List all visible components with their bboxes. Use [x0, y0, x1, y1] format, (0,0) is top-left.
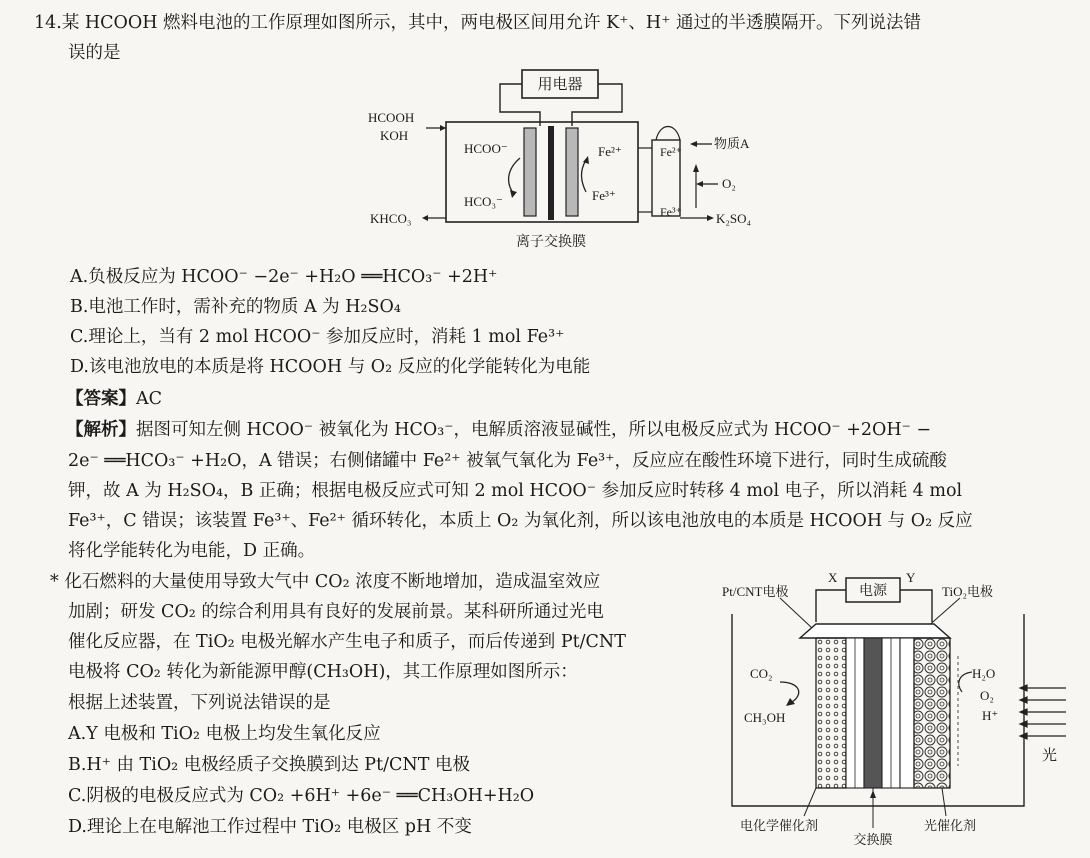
ion-membrane — [548, 126, 554, 220]
q14-option-a: A.负极反应为 HCOO⁻ −2e⁻ +H₂O ══HCO₃⁻ +2H⁺ — [70, 267, 498, 287]
answer-label: 【答案】 — [66, 389, 136, 409]
analysis-label: 【解析】 — [66, 420, 136, 440]
right-o2: O₂ — [980, 688, 994, 703]
q15-option-a: A.Y 电极和 TiO₂ 电极上均发生氧化反应 — [68, 724, 381, 744]
echem-catalyst-label: 电化学催化剂 — [740, 818, 819, 833]
label-y: Y — [906, 570, 916, 585]
left-co2: CO₂ — [750, 666, 773, 681]
q15-stem-line4: 电极将 CO₂ 转化为新能源甲醇(CH₃OH)，其工作原理如图所示： — [68, 662, 578, 682]
device-label: 用电器 — [537, 77, 583, 93]
q14-analysis-line4: Fe³⁺，C 错误；该装置 Fe³⁺、Fe²⁺ 循环转化，本质上 O₂ 为氧化剂，所以该电池放电的本质是 HCOOH 与 O₂ 反应 — [68, 511, 973, 531]
q15-stem-line3: 催化反应器，在 TiO₂ 电极光解水产生电子和质子，而后传递到 Pt/CNT — [68, 632, 626, 652]
left-ch3oh: CH₃OH — [744, 710, 786, 725]
photo-reactor-diagram — [720, 566, 1080, 852]
q15-stem-line1: * 化石燃料的大量使用导致大气中 CO₂ 浓度不断地增加，造成温室效应 — [50, 572, 601, 592]
q14-answer — [66, 388, 162, 410]
q14-analysis-line3: 钾，故 A 为 H₂SO₄，B 正确；根据电极反应式可知 2 mol HCOO⁻ 参加反应时转移 4 mol 电子，所以消耗 4 mol — [68, 481, 963, 501]
q14-stem-line1: 14.某 HCOOH 燃料电池的工作原理如图所示，其中，两电极区间用允许 K⁺、H⁺ 通过的半透膜隔开。下列说法错 — [34, 13, 921, 33]
membrane-label: 交换膜 — [853, 832, 893, 847]
right-h2o: H₂O — [972, 666, 996, 681]
light-label: 光 — [1042, 748, 1058, 764]
anode-hcoo: HCOO⁻ — [464, 141, 508, 156]
outlet-khco3: KHCO₃ — [370, 211, 412, 226]
q14-analysis-line2: 2e⁻ ══HCO₃⁻ +H₂O，A 错误；右侧储罐中 Fe²⁺ 被氧气氧化为 Fe³⁺，反应应在酸性环境下进行，同时生成硫酸 — [68, 451, 947, 471]
q14-analysis-line5: 将化学能转化为电能，D 正确。 — [68, 541, 316, 561]
q15-option-b: B.H⁺ 由 TiO₂ 电极经质子交换膜到达 Pt/CNT 电极 — [68, 755, 470, 775]
analysis-text-1: 据图可知左侧 HCOO⁻ 被氧化为 HCO₃⁻，电解质溶液显碱性，所以电极反应式为 HCOO⁻ +2OH⁻ − — [136, 420, 932, 440]
anode-electrode — [524, 128, 536, 216]
label-x: X — [828, 570, 838, 585]
output-k2so4: K₂SO₄ — [716, 211, 752, 226]
q15-stem-line5: 根据上述装置，下列说法错误的是 — [68, 693, 331, 713]
fuel-cell-diagram — [360, 66, 780, 262]
light-arrows — [1020, 685, 1066, 739]
q14-option-d: D.该电池放电的本质是将 HCOOH 与 O₂ 反应的化学能转化为电能 — [70, 357, 591, 377]
anode-hco3: HCO₃⁻ — [464, 194, 503, 209]
inlet-koh: KOH — [380, 128, 409, 143]
tank-fe3: Fe³⁺ — [660, 205, 682, 219]
answer-value: AC — [136, 389, 163, 409]
q14-stem-line2: 误的是 — [68, 43, 121, 63]
exchange-membrane — [864, 638, 882, 788]
cathode-electrode — [566, 128, 578, 216]
tank-fe2: Fe²⁺ — [660, 145, 682, 159]
echem-catalyst-layer — [816, 638, 846, 788]
q14-analysis-line1 — [66, 419, 931, 441]
photo-catalyst-layer — [914, 638, 950, 788]
q15-stem-line2: 加剧；研发 CO₂ 的综合利用具有良好的发展前景。某科研所通过光电 — [68, 602, 604, 622]
cathode-fe3: Fe³⁺ — [592, 188, 616, 203]
inlet-hcooh: HCOOH — [368, 110, 415, 125]
photo-catalyst-label: 光催化剂 — [924, 818, 977, 833]
input-o2: O₂ — [722, 176, 736, 191]
membrane-caption: 离子交换膜 — [516, 235, 586, 250]
power-label: 电源 — [859, 584, 887, 599]
q14-option-b: B.电池工作时，需补充的物质 A 为 H₂SO₄ — [70, 297, 401, 317]
q15-option-c: C.阴极的电极反应式为 CO₂ +6H⁺ +6e⁻ ══CH₃OH+H₂O — [68, 786, 535, 806]
input-a: 物质A — [714, 136, 750, 151]
q15-option-d: D.理论上在电解池工作过程中 TiO₂ 电极区 pH 不变 — [68, 817, 472, 837]
right-hplus: H⁺ — [982, 708, 999, 723]
label-tio2-electrode: TiO₂电极 — [942, 584, 994, 599]
label-pt-electrode: Pt/CNT电极 — [722, 584, 789, 599]
q14-option-c: C.理论上，当有 2 mol HCOO⁻ 参加反应时，消耗 1 mol Fe³⁺ — [70, 327, 565, 347]
cathode-fe2: Fe²⁺ — [598, 144, 622, 159]
